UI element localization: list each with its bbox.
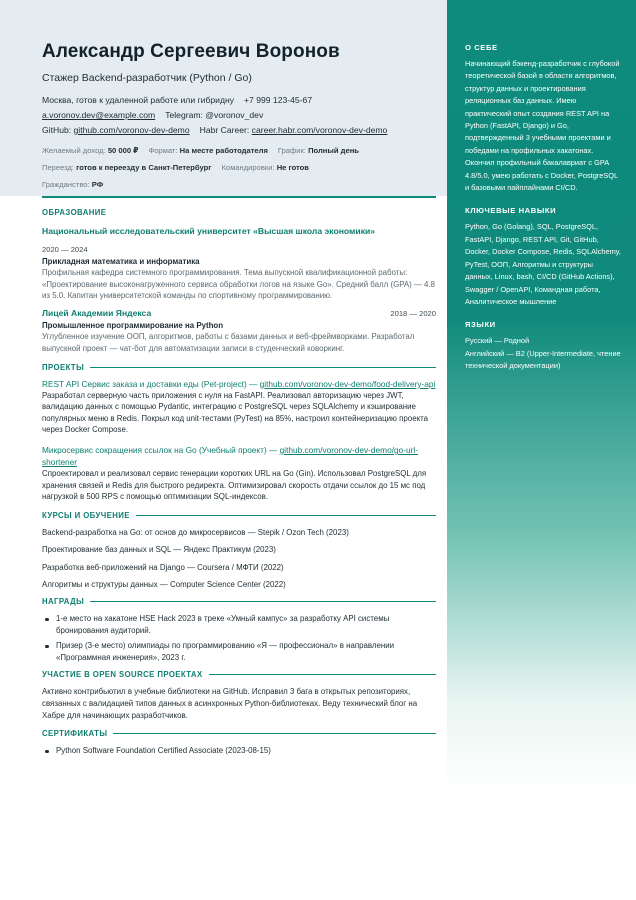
contacts bbox=[42, 93, 447, 138]
trips-value: Не готов bbox=[276, 163, 309, 172]
education-description: Углубленное изучение ООП, алгоритмов, работы с базами данных и веб-фреймворками. Разработал выпускной проект — чат-бот для автоматизации записи в студенческий коворкинг. bbox=[42, 332, 415, 354]
project-name: Микросервис сокращения ссылок на Go (Учебный проект) — bbox=[42, 445, 278, 456]
skills-section bbox=[465, 206, 621, 308]
awards-title: НАГРАДЫ bbox=[42, 597, 85, 607]
project-item bbox=[42, 378, 436, 436]
school-name: Национальный исследовательский университет «Высшая школа экономики» bbox=[42, 225, 376, 236]
relocation-key: Переезд: bbox=[42, 163, 75, 172]
section-heading bbox=[42, 363, 436, 372]
education-item bbox=[42, 226, 436, 302]
certificates-list bbox=[42, 745, 436, 757]
section-heading bbox=[42, 511, 436, 520]
education-section bbox=[42, 208, 436, 355]
citizenship-key: Гражданство: bbox=[42, 180, 90, 189]
opensource-title: УЧАСТИЕ В OPEN SOURCE ПРОЕКТАХ bbox=[42, 670, 203, 680]
course-item: Разработка веб-приложений на Django — Coursera / МФТИ (2022) bbox=[42, 562, 284, 572]
project-item bbox=[42, 444, 436, 503]
projects-title: ПРОЕКТЫ bbox=[42, 362, 85, 372]
language-item: Английский — B2 (Upper-Intermediate, чтение технической документации) bbox=[465, 348, 621, 371]
courses-title: КУРСЫ И ОБУЧЕНИЕ bbox=[42, 510, 130, 520]
section-rule bbox=[90, 367, 436, 368]
about-title: О СЕБЕ bbox=[465, 43, 498, 52]
education-item bbox=[42, 308, 436, 355]
award-item: Призер (3-е место) олимпиады по программированию «Я — профессионал» в направлении «Программная инженерия», 2023 г. bbox=[42, 640, 436, 664]
candidate-name: Александр Сергеевич Воронов bbox=[42, 41, 340, 62]
email-link[interactable]: a.voronov.dev@example.com bbox=[42, 110, 156, 120]
opensource-section bbox=[42, 670, 436, 721]
education-title: ОБРАЗОВАНИЕ bbox=[42, 207, 107, 217]
github-label: GitHub: bbox=[42, 125, 72, 135]
telegram-text: Telegram: @voronov_dev bbox=[165, 110, 264, 120]
languages-title: ЯЗЫКИ bbox=[465, 320, 496, 330]
course-item: Алгоритмы и структуры данных — Computer Science Center (2022) bbox=[42, 580, 286, 590]
about-text: Начинающий бэкенд-разработчик с глубокой теоретической базой в области алгоритмов, структур данных и проектирования реляционных баз данных. Имею практический опыт создания REST API на Python (FastAPI, Django) и Go, подтвержденный 3 учебными проектами и победами на профильных хакатонах. Окончил профильный бакалавриат с GPA 4.8/5.0, умею работать с Docker, PostgreSQL и базовыми пайплайнами CI/CD. bbox=[465, 59, 620, 193]
education-dates: 2018 — 2020 bbox=[390, 308, 436, 318]
course-item: Backend-разработка на Go: от основ до микросервисов — Stepik / Ozon Tech (2023) bbox=[42, 527, 349, 537]
section-heading bbox=[42, 597, 436, 606]
section-heading bbox=[42, 208, 436, 217]
relocation-value: готов к переезду в Санкт-Петербург bbox=[76, 163, 212, 172]
salary-key: Желаемый доход: bbox=[42, 146, 106, 155]
format-key: Формат: bbox=[148, 146, 178, 155]
sidebar bbox=[447, 0, 636, 900]
section-rule bbox=[90, 601, 436, 602]
page-cutoff bbox=[0, 806, 447, 900]
location-text: Москва, готов к удаленной работе или гибридну bbox=[42, 95, 235, 105]
project-name: REST API Сервис заказа и доставки еды (Pet-project) — bbox=[42, 378, 258, 389]
skills-text: Python, Go (Golang), SQL, PostgreSQL, FastAPI, Django, REST API, Git, GitHub, Docker, Docker Compose, Redis, SQLAlchemy, PyTest, ООП, Алгоритмы и структуры данных, Linux, bash, CI/CD (GitHub Actions), Swagger / OpenAPI, Командная работа, Аналитическое мышление bbox=[465, 222, 621, 306]
habr-link[interactable]: career.habr.com/voronov-dev-demo bbox=[251, 125, 388, 135]
courses-section bbox=[42, 511, 436, 592]
skills-title: КЛЮЧЕВЫЕ НАВЫКИ bbox=[465, 206, 557, 216]
main-column bbox=[42, 196, 436, 760]
job-preferences bbox=[42, 142, 447, 193]
project-description: Разработал серверную часть приложения с нуля на FastAPI. Реализовал авторизацию через JWT, валидацию данных с помощью Pydantic, интеграцию с PostgreSQL через SQLAlchemy и кэширование популярных меню в Redis. Покрыл код unit-тестами (PyTest) на 85%, настроил контейнеризацию проекта через Docker Compose. bbox=[42, 390, 429, 435]
habr-label: Habr Career: bbox=[199, 125, 250, 135]
awards-list bbox=[42, 613, 436, 664]
about-section bbox=[465, 43, 621, 194]
language-item: Русский — Родной bbox=[465, 336, 530, 346]
header-divider bbox=[42, 196, 436, 198]
school-name: Лицей Академии Яндекса bbox=[42, 307, 152, 318]
education-program: Прикладная математика и информатика bbox=[42, 256, 200, 266]
section-rule bbox=[209, 674, 436, 675]
projects-section bbox=[42, 363, 436, 503]
certificates-section bbox=[42, 729, 436, 757]
course-item: Проектирование баз данных и SQL — Яндекс Практикум (2023) bbox=[42, 545, 276, 555]
awards-section bbox=[42, 597, 436, 664]
header bbox=[0, 0, 447, 196]
candidate-role: Стажер Backend-разработчик (Python / Go) bbox=[42, 72, 252, 84]
citizenship-value: РФ bbox=[91, 180, 104, 189]
languages-section bbox=[465, 320, 621, 372]
certificates-title: СЕРТИФИКАТЫ bbox=[42, 729, 108, 739]
project-link[interactable]: github.com/voronov-dev-demo/go-url-shortener bbox=[42, 445, 418, 468]
award-item: 1-е место на хакатоне HSE Hack 2023 в треке «Умный кампус» за разработку API системы бронирования аудиторий. bbox=[42, 613, 436, 637]
format-value: На месте работодателя bbox=[179, 146, 268, 155]
opensource-text: Активно контрибьютил в учебные библиотеки на GitHub. Исправил 3 бага в открытых репозиториях, связанных с валидацией типов данных в асинхронных Python-библиотеках. Веду технический блог на Хабре для начинающих разработчиков. bbox=[42, 687, 418, 720]
section-heading bbox=[42, 729, 436, 738]
salary-value: 50 000 ₽ bbox=[107, 146, 139, 155]
section-rule bbox=[136, 515, 436, 516]
project-description: Спроектировал и реализовал сервис генерации коротких URL на Go (Gin). Использовал PostgreSQL для хранения связей и Redis для быстрого редиректа. Оптимизировал скорость отдачи ссылок до 15 мс под нагрузкой в 500 RPS с помощью оптимизации SQL-индексов. bbox=[42, 469, 427, 502]
project-link[interactable]: github.com/voronov-dev-demo/food-delivery-api bbox=[259, 378, 436, 389]
schedule-value: Полный день bbox=[308, 146, 359, 155]
phone-text: +7 999 123-45-67 bbox=[244, 95, 313, 105]
education-program: Промышленное программирование на Python bbox=[42, 320, 224, 330]
schedule-key: График: bbox=[277, 146, 306, 155]
section-heading bbox=[42, 670, 436, 679]
education-dates: 2020 — 2024 bbox=[42, 244, 88, 254]
certificate-item: Python Software Foundation Certified Associate (2023-08-15) bbox=[42, 745, 436, 757]
trips-key: Командировки: bbox=[221, 163, 275, 172]
section-rule bbox=[113, 733, 436, 734]
github-link[interactable]: github.com/voronov-dev-demo bbox=[73, 125, 190, 135]
education-description: Профильная кафедра системного программирования. Тема выпускной квалификационной работы: «Проектирование высоконагруженного сервиса обработки логов на языке Go». Средний балл (GPA) — 4.8 из 5.0. Капитан университетской команды по спортивному программированию. bbox=[42, 268, 436, 301]
